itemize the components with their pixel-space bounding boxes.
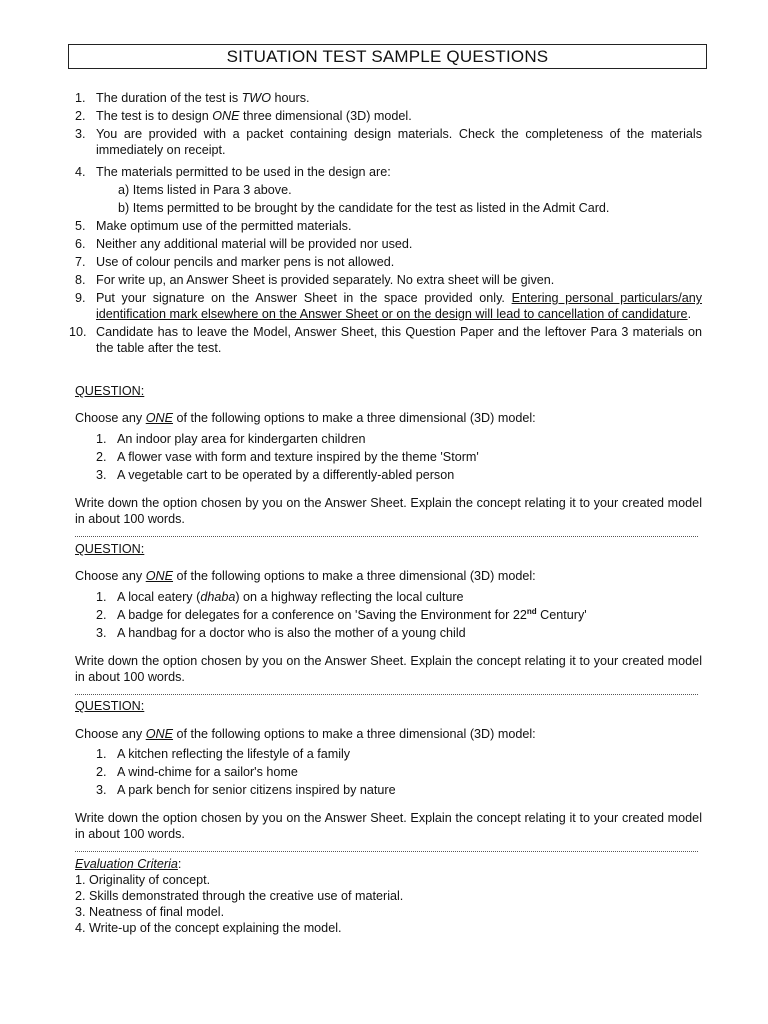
option-item [96, 430, 696, 448]
item-text: Candidate has to leave the Model, Answer Sheet, this Question Paper and the leftover Para 3 materials on the table after the test. [96, 325, 702, 355]
option-number: 1. [96, 432, 107, 446]
emphasis-text: dhaba [200, 590, 236, 604]
emphasis-text: ONE [145, 569, 174, 583]
emphasis-text: ONE [145, 411, 174, 425]
question-prompt-1 [75, 410, 702, 426]
evaluation-heading [75, 856, 702, 872]
item-number: 2. [75, 109, 86, 123]
criteria-item: 4. Write-up of the concept explaining the model. [75, 921, 342, 935]
item-text: . [687, 307, 692, 321]
item-number: 4. [75, 165, 86, 179]
option-text: A flower vase with form and texture inspired by the theme 'Storm' [117, 450, 479, 464]
item-number: 7. [75, 255, 86, 269]
emphasis-text: TWO [241, 91, 271, 105]
prompt-text: Choose any [75, 569, 146, 583]
write-down-instruction-1: Write down the option chosen by you on the Answer Sheet. Explain the concept relating it to your created model in about 100 words. [75, 496, 702, 526]
item-text: Make optimum use of the permitted materials. [96, 219, 352, 233]
question-options-2 [96, 588, 696, 642]
item-text: The duration of the test is [96, 91, 242, 105]
write-down-instruction-3: Write down the option chosen by you on the Answer Sheet. Explain the concept relating it to your created model in about 100 words. [75, 811, 702, 841]
option-item [96, 763, 696, 781]
instruction-item [69, 324, 702, 356]
option-number: 3. [96, 468, 107, 482]
instruction-item [75, 90, 702, 106]
option-item [96, 588, 696, 606]
instruction-item [75, 126, 702, 158]
instruction-item [75, 108, 702, 124]
criteria-item: 2. Skills demonstrated through the creative use of material. [75, 889, 404, 903]
item-text: Put your signature on the Answer Sheet in the space provided only. [96, 291, 512, 305]
divider [75, 536, 698, 537]
option-text: A badge for delegates for a conference on 'Saving the Environment for 22 [117, 608, 527, 622]
emphasis-text: ONE [145, 727, 174, 741]
instruction-item [75, 236, 702, 252]
option-item [96, 448, 696, 466]
item-number: 3. [75, 127, 86, 141]
item-text: You are provided with a packet containing design materials. Check the completeness of the materials immediately on receipt. [96, 127, 702, 157]
option-number: 2. [96, 765, 107, 779]
option-text: A wind-chime for a sailor's home [117, 765, 298, 779]
question-options-1 [96, 430, 696, 484]
instruction-item [75, 272, 702, 288]
option-text: A local eatery ( [117, 590, 201, 604]
item-number: 1. [75, 91, 86, 105]
divider [75, 851, 698, 852]
sub-item-b: b) Items permitted to be brought by the candidate for the test as listed in the Admit Card. [118, 201, 610, 215]
item-text: For write up, an Answer Sheet is provided separately. No extra sheet will be given. [96, 273, 555, 287]
option-text: Century' [536, 608, 587, 622]
option-item [96, 624, 696, 642]
item-text: Neither any additional material will be provided nor used. [96, 237, 413, 251]
option-item [96, 606, 696, 624]
item-number: 8. [75, 273, 86, 287]
instruction-item [75, 254, 702, 270]
item-number: 5. [75, 219, 86, 233]
title-text: SITUATION TEST SAMPLE QUESTIONS [226, 46, 549, 66]
option-item [96, 781, 696, 799]
question-options-3 [96, 745, 696, 799]
instruction-item [75, 164, 702, 180]
question-heading-3: QUESTION: [75, 699, 145, 713]
option-text: A park bench for senior citizens inspired by nature [117, 783, 396, 797]
emphasis-text: ONE [212, 109, 240, 123]
prompt-text: Choose any [75, 411, 146, 425]
question-heading-1: QUESTION: [75, 384, 145, 398]
question-prompt-2 [75, 568, 702, 584]
warning-text: Entering personal particulars/any identification mark elsewhere on the Answer Sheet or on the design will lead to cancellation of candidature [96, 291, 702, 321]
option-number: 2. [96, 450, 107, 464]
option-number: 2. [96, 608, 107, 622]
option-item [96, 466, 696, 484]
prompt-text: Choose any [75, 727, 146, 741]
option-text: A vegetable cart to be operated by a differently-abled person [117, 468, 455, 482]
question-prompt-3 [75, 726, 702, 742]
option-number: 1. [96, 747, 107, 761]
item-number: 6. [75, 237, 86, 251]
write-down-instruction-2: Write down the option chosen by you on the Answer Sheet. Explain the concept relating it to your created model in about 100 words. [75, 654, 702, 684]
instruction-item [75, 218, 702, 234]
prompt-text: of the following options to make a three dimensional (3D) model: [173, 727, 536, 741]
option-item [96, 745, 696, 763]
criteria-item: 3. Neatness of final model. [75, 905, 225, 919]
heading-colon: : [177, 857, 182, 871]
item-text: hours. [271, 91, 310, 105]
item-text: three dimensional (3D) model. [239, 109, 412, 123]
item-text: Use of colour pencils and marker pens is not allowed. [96, 255, 395, 269]
option-text: An indoor play area for kindergarten children [117, 432, 366, 446]
instruction-item [75, 290, 702, 322]
option-text: ) on a highway reflecting the local culture [235, 590, 464, 604]
evaluation-criteria [75, 856, 702, 936]
page-title [68, 44, 707, 69]
prompt-text: of the following options to make a three dimensional (3D) model: [173, 569, 536, 583]
option-text: A kitchen reflecting the lifestyle of a family [117, 747, 351, 761]
ordinal-suffix: nd [526, 606, 537, 616]
option-number: 3. [96, 626, 107, 640]
sub-item-a: a) Items listed in Para 3 above. [118, 183, 292, 197]
prompt-text: of the following options to make a three dimensional (3D) model: [173, 411, 536, 425]
item-text: The test is to design [96, 109, 213, 123]
evaluation-heading-text: Evaluation Criteria [75, 857, 178, 871]
criteria-item: 1. Originality of concept. [75, 873, 211, 887]
option-number: 1. [96, 590, 107, 604]
item-number: 9. [75, 291, 86, 305]
instructions-list [69, 90, 702, 356]
item-number: 10. [69, 325, 87, 339]
option-number: 3. [96, 783, 107, 797]
divider [75, 694, 698, 695]
question-heading-2: QUESTION: [75, 542, 145, 556]
option-text: A handbag for a doctor who is also the mother of a young child [117, 626, 466, 640]
item-text: The materials permitted to be used in the design are: [96, 165, 391, 179]
